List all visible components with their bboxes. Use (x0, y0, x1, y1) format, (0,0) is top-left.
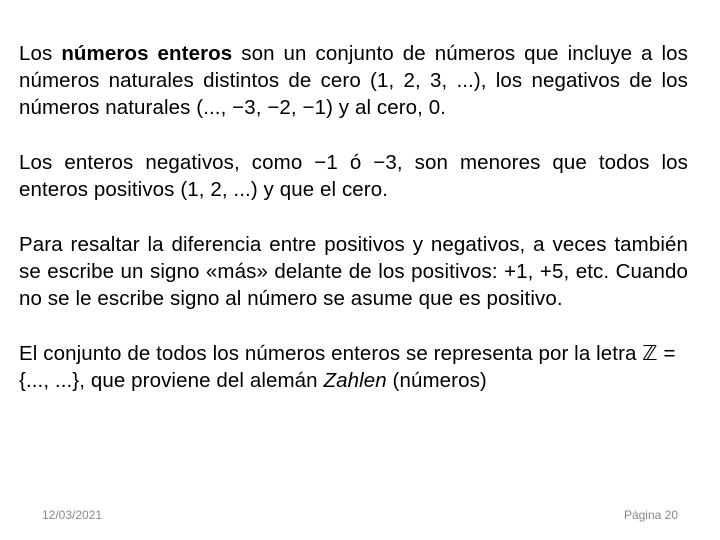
footer-page-number: Página 20 (623, 508, 678, 522)
paragraph-definition (19, 40, 688, 121)
paragraph-set-notation (19, 340, 688, 394)
p4-text-before: El conjunto de todos los números enteros se representa por la letra ℤ = {..., ...}, que proviene del alemán (19, 342, 676, 392)
p2-text: Los enteros negativos, como −1 ó −3, son menores que todos los enteros positivos (1, 2, ...) y que el cero. (19, 151, 688, 201)
p1-bold-term: números enteros (61, 42, 233, 65)
slide-body (19, 40, 688, 422)
p4-text-after: (números) (386, 369, 487, 392)
paragraph-negatives (19, 149, 688, 203)
p1-text-after: son un conjunto de números que incluye a los números naturales distintos de cero (1, 2, 3, ...), los negativos de los números naturales (..., −3, −2, −1) y al cero, 0. (19, 42, 688, 119)
p4-italic-term: Zahlen (323, 369, 387, 392)
footer-date: 12/03/2021 (42, 508, 103, 522)
paragraph-signs (19, 231, 688, 312)
p3-text: Para resaltar la diferencia entre positivos y negativos, a veces también se escribe un signo «más» delante de los positivos: +1, +5, etc. Cuando no se le escribe signo al número se asume que es positivo. (19, 233, 688, 310)
p1-text-before: Los (19, 42, 62, 65)
